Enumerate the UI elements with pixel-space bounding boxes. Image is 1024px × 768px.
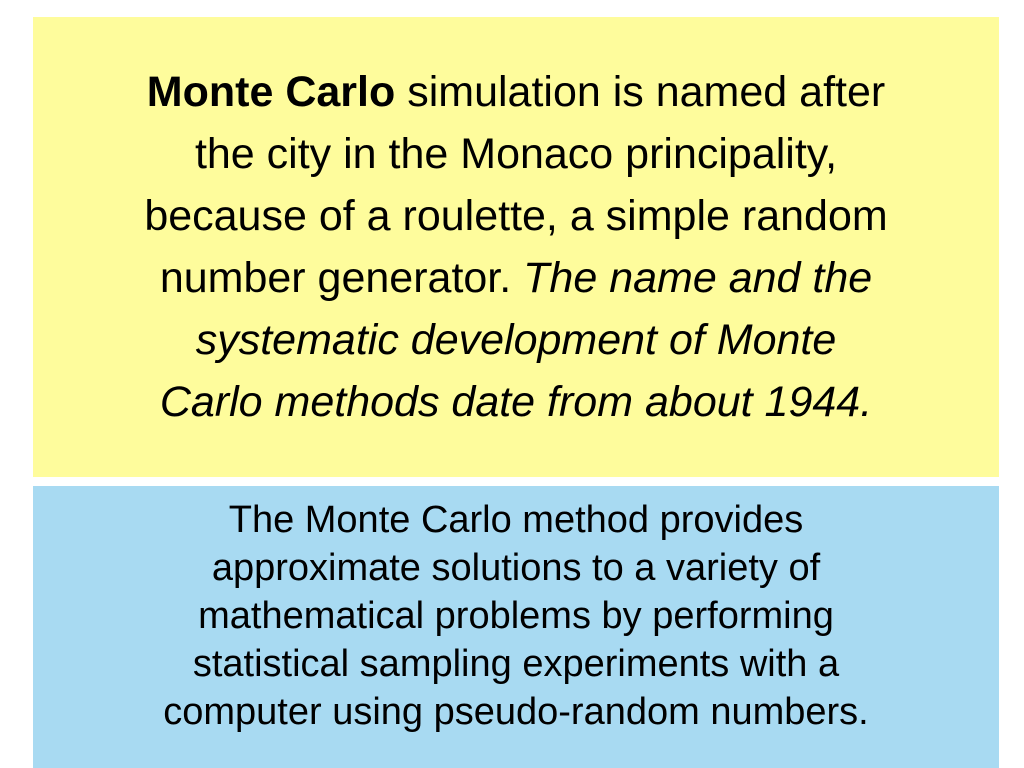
history-line-4 [47,247,985,309]
monte-carlo-bold-term: Monte Carlo [146,68,396,116]
history-line-6: Carlo methods date from about 1944. [159,378,873,426]
definition-line-4: statistical sampling experiments with a [192,643,840,685]
history-line-4-italic: The name and the [523,254,873,302]
definition-line-1: The Monte Carlo method provides [228,499,804,541]
definition-line-5: computer using pseudo-random numbers. [163,691,869,733]
history-line-1 [47,61,985,123]
history-line-3: because of a roulette, a simple random [144,192,888,240]
history-line-5: systematic development of Monte [195,316,837,364]
definition-line-2: approximate solutions to a variety of [211,547,821,589]
definition-text-box [33,486,999,768]
definition-line-3: mathematical problems by performing [198,595,834,637]
history-line-1-rest: simulation is named after [395,68,886,116]
history-text-box [33,17,999,477]
history-line-2: the city in the Monaco principality, [194,130,838,178]
history-line-4-plain: number generator. [159,254,524,302]
